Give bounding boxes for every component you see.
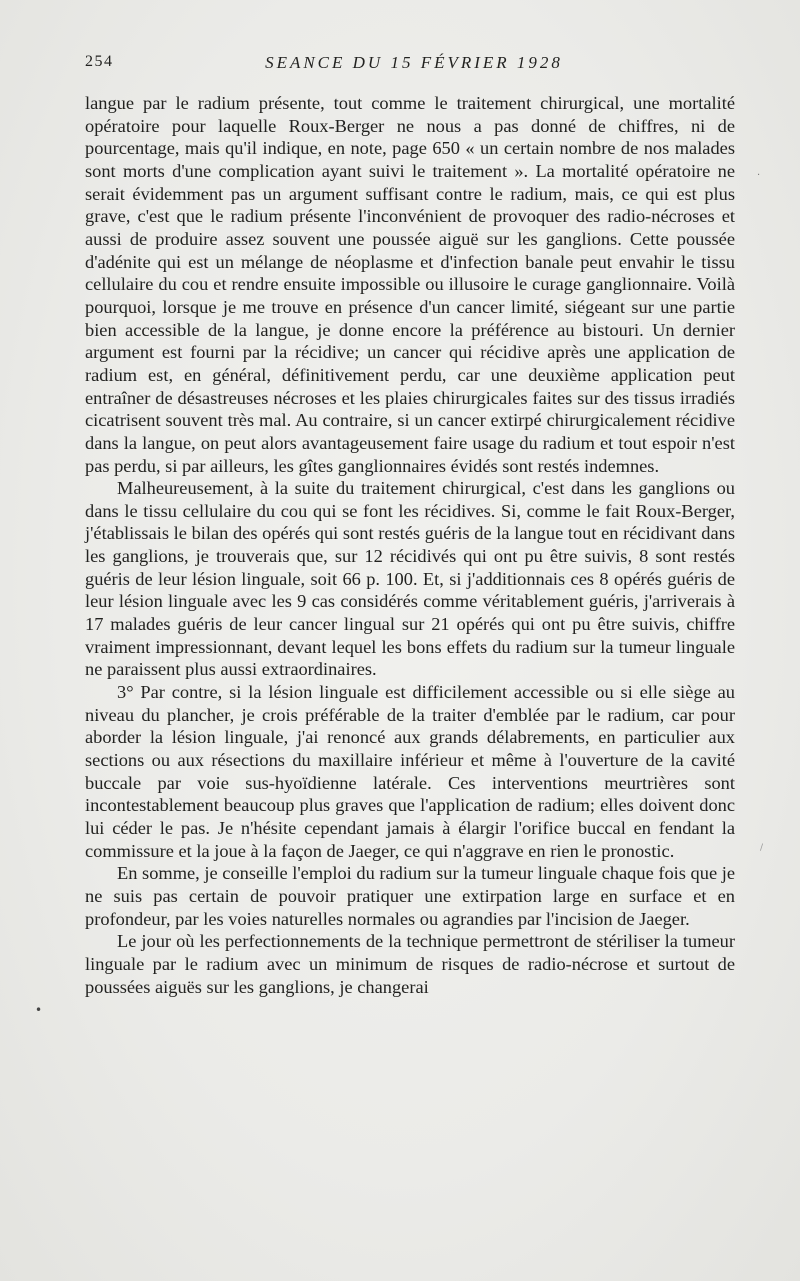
margin-speck: / [760,843,764,853]
body-text [85,92,735,998]
paragraph: En somme, je conseille l'emploi du radium sur la tumeur linguale chaque fois que je ne suis pas certain de pouvoir pratiquer une extirpation large en surface et en profondeur, par les voies naturelles normales ou agrandies par l'incision de Jaeger. [85,863,735,929]
paragraph-continued: langue par le radium présente, tout comme le traitement chirurgical, une mortalité opératoire pour laquelle Roux-Berger ne nous a pas donné de chiffres, ni de pourcentage, mais qu'il indique, en note, page 650 « un certain nombre de nos malades sont morts d'une complication ayant suivi le traitement ». La mortalité opératoire ne serait évidemment pas un argument suffisant contre le radium, mais, ce qui est plus grave, c'est que le radium présente l'inconvénient de provoquer des radio-nécroses et aussi de produire assez souvent une poussée aiguë sur les ganglions. Cette poussée d'adénite qui est un mélange de néoplasme et d'infection banale peut envahir le tissu cellulaire du cou et rendre ensuite impossible ou illusoire le curage ganglionnaire. Voilà pourquoi, lorsque je me trouve en présence d'un cancer limité, siégeant sur une partie bien accessible de la langue, je donne encore la préférence au bistouri. Un dernier argument est fourni par la récidive; un cancer qui récidive après une application de radium est, en général, définitivement perdu, car une deuxième application peut entraîner de désastreuses nécroses et les plaies chirurgicales faites sur des tissus irradiés cicatrisent souvent très mal. Au contraire, si un cancer extirpé chirurgicalement récidive dans la langue, on peut alors avantageusement faire usage du radium et tout espoir n'est pas perdu, si par ailleurs, les gîtes ganglionnaires évidés sont restés indemnes. [85,93,735,476]
running-title: SEANCE DU 15 FÉVRIER 1928 [265,53,563,72]
paragraph: 3° Par contre, si la lésion linguale est difficilement accessible ou si elle siège au niveau du plancher, je crois préférable de la traiter d'emblée par le radium, car pour aborder la lésion linguale, j'ai renoncé aux grands délabrements, en particulier aux sections ou aux résections du maxillaire inférieur et même à l'ouverture de la cavité buccale par voie sus-hyoïdienne latérale. Ces interventions meurtrières sont incontestablement beaucoup plus graves que l'application de radium; elles doivent donc lui céder le pas. Je n'hésite cependant jamais à élargir l'orifice buccal en fendant la commissure et la joue à la façon de Jaeger, ce qui n'aggrave en rien le pronostic. [85,682,735,861]
paragraph: Le jour où les perfectionnements de la technique permettront de stériliser la tumeur linguale par le radium avec un minimum de risques de radio-nécrose et surtout de poussées aiguës sur les ganglions, je changerai [85,931,735,997]
page-header [85,53,735,79]
margin-speck: • [35,1003,43,1017]
page-number: 254 [85,53,114,70]
margin-speck: · [757,170,761,181]
paragraph: Malheureusement, à la suite du traitement chirurgical, c'est dans les ganglions ou dans le tissu cellulaire du cou qui se font les récidives. Si, comme le fait Roux-Berger, j'établissais le bilan des opérés qui sont restés guéris de la langue tout en récidivant dans les ganglions, je trouverais que, sur 12 récidivés qui ont pu être suivis, 8 sont restés guéris de leur lésion linguale, soit 66 p. 100. Et, si j'additionnais ces 8 opérés guéris de leur lésion linguale avec les 9 cas considérés comme véritablement guéris, j'arriverais à 17 malades guéris de leur cancer lingual sur 21 opérés qui ont pu être suivis, chiffre vraiment impressionnant, devant lequel les bons effets du radium sur la tumeur linguale ne paraissent plus aussi extraordinaires. [85,478,735,680]
